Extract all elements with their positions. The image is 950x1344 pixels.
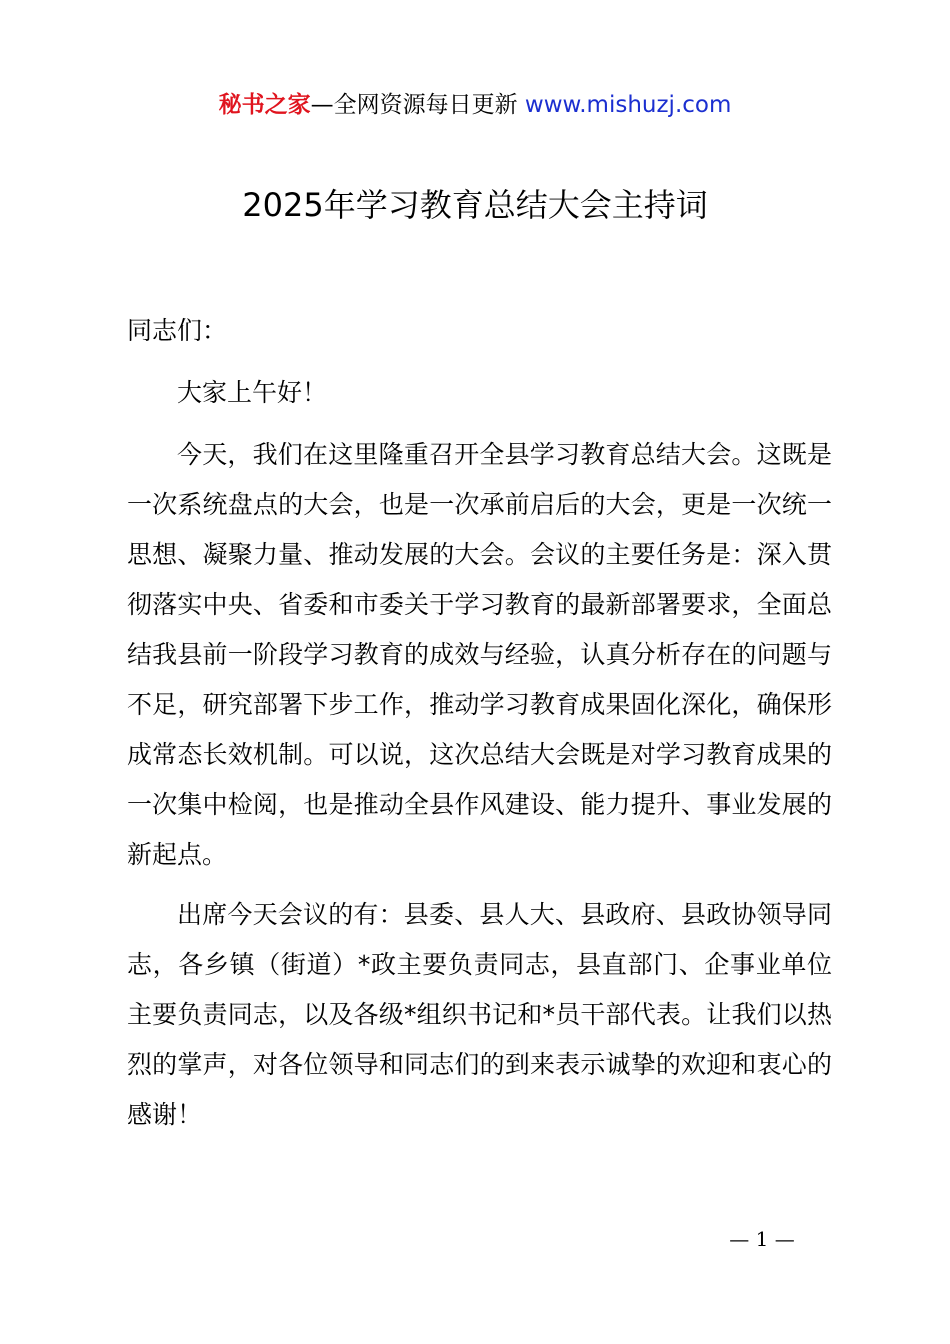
paragraph-attendees: 出席今天会议的有：县委、县人大、县政府、县政协领导同志，各乡镇（街道）*政主要负责同志，县直部门、企事业单位主要负责同志，以及各级*组织书记和*员干部代表。让我们以热烈的掌声，对各位领导和同志们的到来表示诚挚的欢迎和衷心的感谢！ xyxy=(127,900,832,1129)
header-tagline: —全网资源每日更新 xyxy=(310,92,525,118)
salutation: 同志们： xyxy=(127,316,228,345)
paragraph-greeting: 大家上午好！ xyxy=(177,378,328,407)
document-title: 2025年学习教育总结大会主持词 xyxy=(242,186,708,224)
brand-name: 秘书之家 xyxy=(218,92,311,118)
site-url-link[interactable]: www.mishuzj.com xyxy=(524,92,732,118)
paragraph-meeting-purpose: 今天，我们在这里隆重召开全县学习教育总结大会。这既是一次系统盘点的大会，也是一次承前启后的大会，更是一次统一思想、凝聚力量、推动发展的大会。会议的主要任务是：深入贯彻落实中央、省委和市委关于学习教育的最新部署要求，全面总结我县前一阶段学习教育的成效与经验，认真分析存在的问题与不足，研究部署下步工作，推动学习教育成果固化深化，确保形成常态长效机制。可以说，这次总结大会既是对学习教育成果的一次集中检阅，也是推动全县作风建设、能力提升、事业发展的新起点。 xyxy=(127,440,832,869)
site-header xyxy=(0,88,950,122)
page-number: — 1 — xyxy=(729,1227,795,1251)
